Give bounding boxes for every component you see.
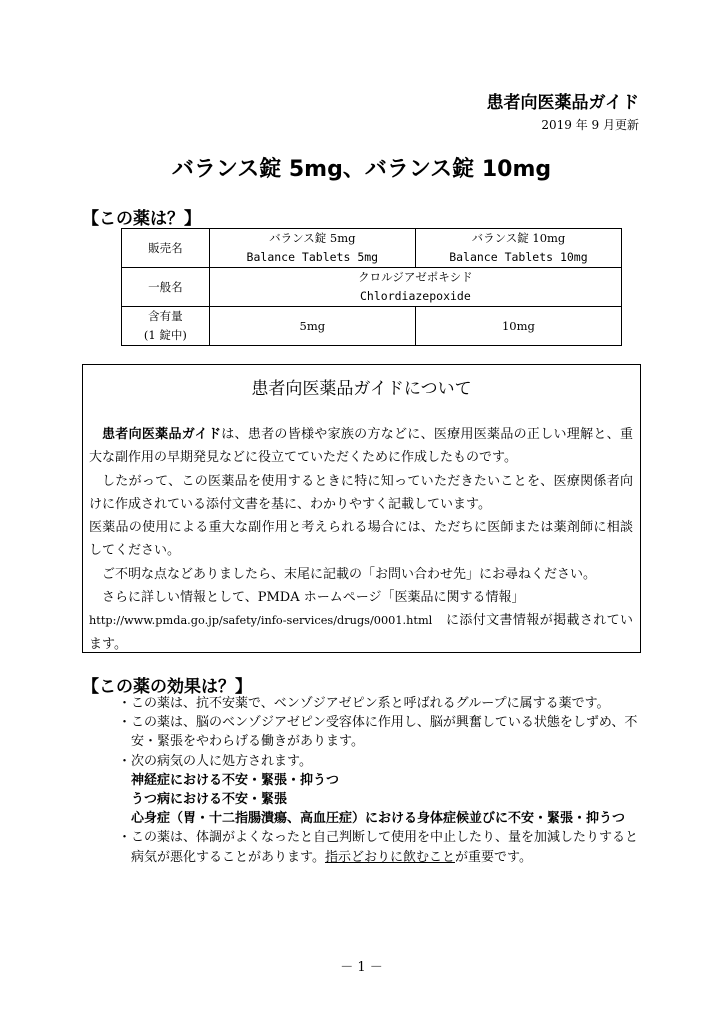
document-type-title: 患者向医薬品ガイド <box>486 93 639 113</box>
list-item: ・次の病気の人に処方されます。 <box>118 753 312 769</box>
guide-paragraph: ご不明な点などありましたら、末尾に記載の「お問い合わせ先」にお尋ねください。 <box>102 566 597 582</box>
product-10mg-name-en: Balance Tablets 10mg <box>449 250 588 264</box>
content-label: 含有量 <box>148 309 183 323</box>
table-row <box>122 268 622 307</box>
update-date: 2019 年 9 月更新 <box>541 118 639 132</box>
condition-item: 神経症における不安・緊張・抑うつ <box>131 772 340 788</box>
content-5mg: 5mg <box>209 307 415 346</box>
list-item: ・この薬は、抗不安薬で、ベンゾジアゼピン系と呼ばれるグループに属する薬です。 <box>118 696 610 711</box>
page-number: － 1 － <box>340 960 383 975</box>
product-5mg-name-jp: バランス錠 5mg <box>269 231 356 245</box>
product-10mg-cell <box>415 229 621 268</box>
list-item <box>118 828 638 866</box>
product-10mg-name-jp: バランス錠 10mg <box>471 231 566 245</box>
table-row <box>122 307 622 346</box>
guide-box-body <box>89 423 633 656</box>
section-heading-drug-effects: 【この薬の効果は？】 <box>82 677 252 697</box>
table-row <box>122 229 622 268</box>
product-5mg-name-en: Balance Tablets 5mg <box>246 250 379 264</box>
emphasis-underlined: 指示どおりに飲むこと <box>324 849 455 865</box>
guide-box-heading: 患者向医薬品ガイドについて <box>251 379 472 399</box>
page-title: バランス錠 5mg、バランス錠 10mg <box>171 157 552 182</box>
product-info-table <box>121 228 622 346</box>
generic-name-en: Chlordiazepoxide <box>360 289 471 303</box>
list-item-text: ・この薬は、体調がよくなったと自己判断して使用を中止したり、量を加減したりすると病気が悪化することがあります。 <box>118 830 639 865</box>
sales-name-label: 販売名 <box>122 229 210 268</box>
generic-name-jp: クロルジアゼポキシド <box>358 270 473 284</box>
section-heading-what-is-this-drug: 【この薬は？】 <box>82 209 201 229</box>
content-10mg: 10mg <box>415 307 621 346</box>
guide-paragraph: したがって、この医薬品を使用するときに特に知っていただきたいことを、医療関係者向けに作成されている添付文書を基に、わかりやすく記載しています。 <box>89 473 633 512</box>
guide-paragraph-text: に添付文書情報が掲載されています。 <box>89 613 633 652</box>
pmda-link[interactable]: http://www.pmda.go.jp/safety/info-services/drugs/0001.html <box>89 614 433 628</box>
generic-name-cell <box>209 268 621 307</box>
guide-paragraph <box>89 586 633 656</box>
guide-paragraph: 医薬品の使用による重大な副作用と考えられる場合には、ただちに医師または薬剤師に相談してください。 <box>89 520 633 559</box>
guide-term: 患者向医薬品ガイド <box>102 427 222 442</box>
effects-list <box>118 694 638 867</box>
product-5mg-cell <box>209 229 415 268</box>
list-item: ・この薬は、脳のベンゾジアゼピン受容体に作用し、脳が興奮している状態をしずめ、不安・緊張をやわらげる働きがあります。 <box>118 715 638 750</box>
generic-name-label: 一般名 <box>122 268 210 307</box>
guide-paragraph-text: は、患者の皆様や家族の方などに、医療用医薬品の正しい理解と、重大な副作用の早期発見などに役立てていただくために作成したものです。 <box>89 427 633 466</box>
content-label-per-tablet: (1 錠中) <box>143 328 187 342</box>
guide-paragraph-text: さらに詳しい情報として、PMDA ホームページ「医薬品に関する情報」 <box>102 590 525 606</box>
condition-item: うつ病における不安・緊張 <box>131 792 288 808</box>
condition-item: 心身症（胃・十二指腸潰瘍、高血圧症）における身体症候並びに不安・緊張・抑うつ <box>131 811 626 827</box>
list-item-text: が重要です。 <box>454 849 532 865</box>
guide-paragraph <box>89 423 633 470</box>
content-label-cell <box>122 307 210 346</box>
